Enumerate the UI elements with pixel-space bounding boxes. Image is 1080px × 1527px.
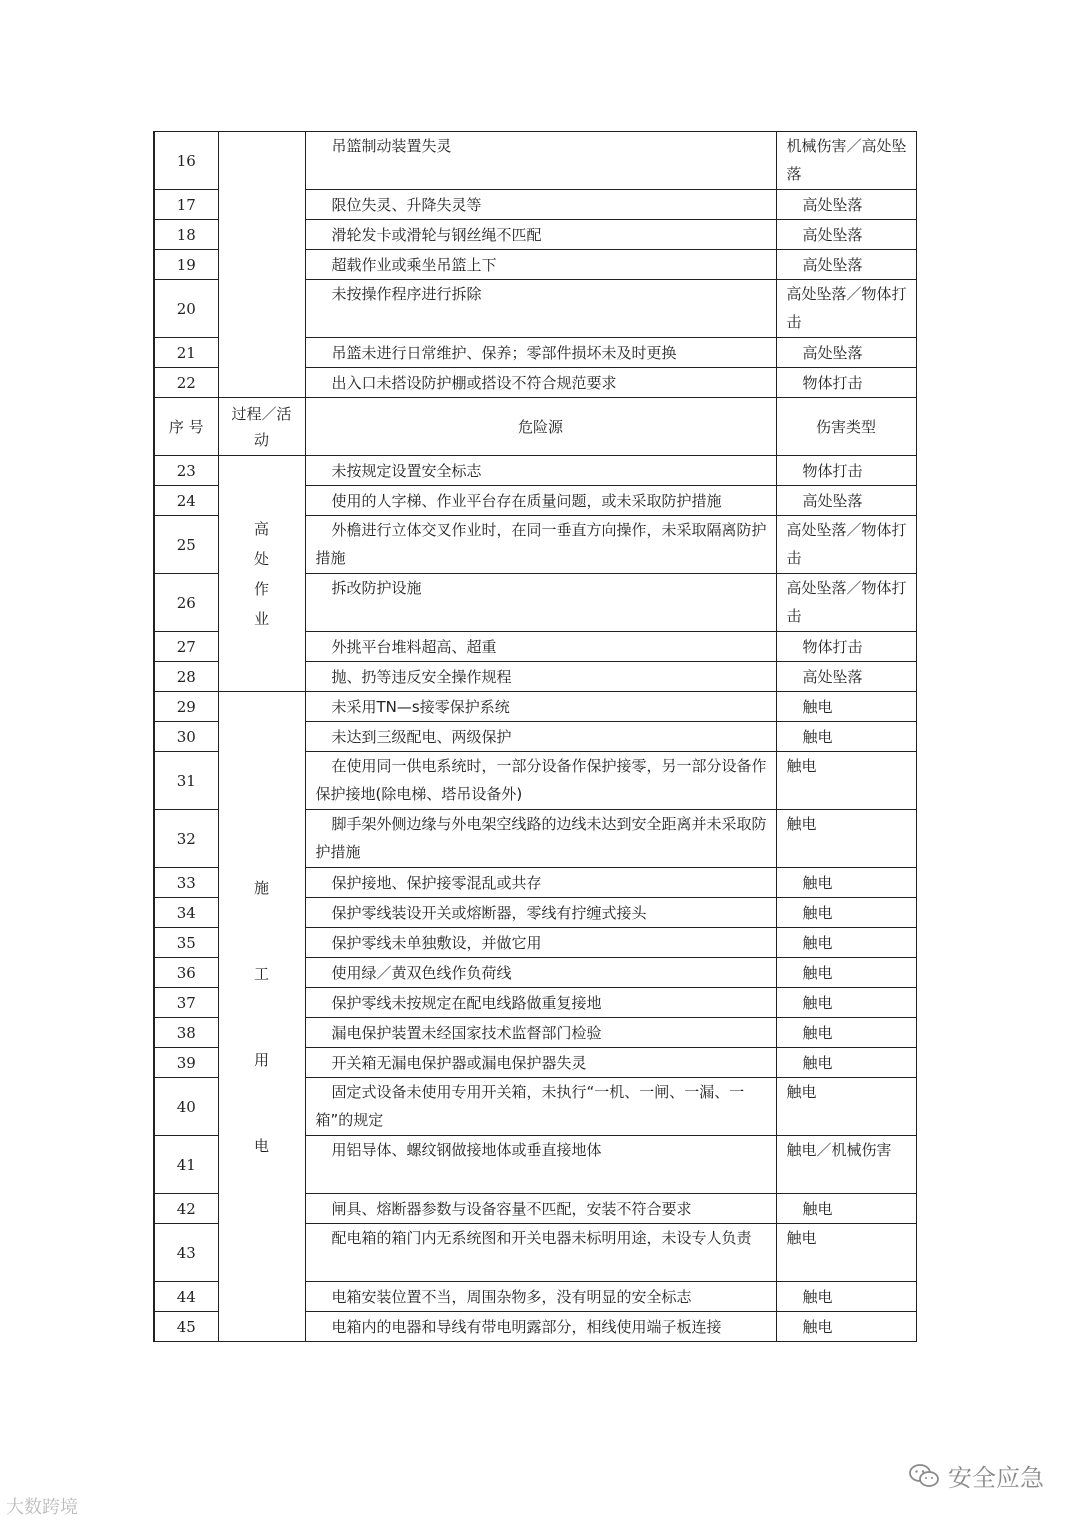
- process-group-construction-power: [218, 692, 305, 1342]
- process-group-label: 高处作业: [253, 519, 269, 628]
- table-header-row: [154, 398, 916, 456]
- harm-type-cell: 触电: [776, 1224, 916, 1282]
- row-number: 45: [154, 1312, 218, 1342]
- hazard-cell: 使用的人字梯、作业平台存在质量问题，或未采取防护措施: [305, 486, 776, 516]
- table-row: [154, 692, 916, 722]
- header-harm-type: 伤害类型: [776, 398, 916, 456]
- hazard-cell: 抛、扔等违反安全操作规程: [305, 662, 776, 692]
- watermark-right: [908, 1458, 1044, 1493]
- hazard-cell: 外挑平台堆料超高、超重: [305, 632, 776, 662]
- harm-type-cell: 触电: [776, 958, 916, 988]
- process-group-high-work: [218, 456, 305, 692]
- hazard-cell: 保护接地、保护接零混乱或共存: [305, 868, 776, 898]
- harm-type-cell: 触电: [776, 1282, 916, 1312]
- row-number: 33: [154, 868, 218, 898]
- hazard-cell: 未按规定设置安全标志: [305, 456, 776, 486]
- hazard-cell: 配电箱的箱门内无系统图和开关电器未标明用途，未设专人负责: [305, 1224, 776, 1282]
- hazard-cell: 出入口未搭设防护棚或搭设不符合规范要求: [305, 368, 776, 398]
- harm-type-cell: 触电／机械伤害: [776, 1136, 916, 1194]
- harm-type-cell: 触电: [776, 722, 916, 752]
- hazard-cell: 电箱安装位置不当，周围杂物多，没有明显的安全标志: [305, 1282, 776, 1312]
- row-number: 30: [154, 722, 218, 752]
- hazard-cell: 未达到三级配电、两级保护: [305, 722, 776, 752]
- row-number: 32: [154, 810, 218, 868]
- row-number: 42: [154, 1194, 218, 1224]
- table-row: [154, 132, 916, 190]
- watermark-left-text: 大数跨境: [6, 1497, 78, 1518]
- hazard-cell: 未按操作程序进行拆除: [305, 280, 776, 338]
- hazard-cell: 漏电保护装置未经国家技术监督部门检验: [305, 1018, 776, 1048]
- harm-type-cell: 触电: [776, 1048, 916, 1078]
- harm-type-cell: 触电: [776, 928, 916, 958]
- hazard-table: [153, 131, 917, 1342]
- row-number: 39: [154, 1048, 218, 1078]
- row-number: 38: [154, 1018, 218, 1048]
- header-no: 序 号: [154, 398, 218, 456]
- harm-type-cell: 触电: [776, 692, 916, 722]
- hazard-cell: 保护零线装设开关或熔断器，零线有拧缠式接头: [305, 898, 776, 928]
- harm-type-cell: 触电: [776, 752, 916, 810]
- row-number: 40: [154, 1078, 218, 1136]
- row-number: 43: [154, 1224, 218, 1282]
- row-number: 22: [154, 368, 218, 398]
- row-number: 41: [154, 1136, 218, 1194]
- hazard-cell: 电箱内的电器和导线有带电明露部分，相线使用端子板连接: [305, 1312, 776, 1342]
- row-number: 34: [154, 898, 218, 928]
- harm-type-cell: 高处坠落: [776, 486, 916, 516]
- hazard-cell: 在使用同一供电系统时，一部分设备作保护接零，另一部分设备作保护接地(除电梯、塔吊设备外): [305, 752, 776, 810]
- harm-type-cell: 高处坠落／物体打击: [776, 574, 916, 632]
- harm-type-cell: 高处坠落／物体打击: [776, 280, 916, 338]
- row-number: 17: [154, 190, 218, 220]
- wechat-logo-icon: [908, 1463, 940, 1489]
- harm-type-cell: 机械伤害／高处坠落: [776, 132, 916, 190]
- harm-type-cell: 触电: [776, 868, 916, 898]
- hazard-cell: 用铝导体、螺纹钢做接地体或垂直接地体: [305, 1136, 776, 1194]
- hazard-cell: 脚手架外侧边缘与外电架空线路的边线未达到安全距离并未采取防护措施: [305, 810, 776, 868]
- row-number: 25: [154, 516, 218, 574]
- hazard-cell: 闸具、熔断器参数与设备容量不匹配，安装不符合要求: [305, 1194, 776, 1224]
- hazard-cell: 保护零线未单独敷设，并做它用: [305, 928, 776, 958]
- row-number: 18: [154, 220, 218, 250]
- row-number: 29: [154, 692, 218, 722]
- harm-type-cell: 高处坠落: [776, 250, 916, 280]
- hazard-cell: 外檐进行立体交叉作业时，在同一垂直方向操作，未采取隔离防护措施: [305, 516, 776, 574]
- harm-type-cell: 高处坠落: [776, 338, 916, 368]
- harm-type-cell: 高处坠落: [776, 662, 916, 692]
- row-number: 26: [154, 574, 218, 632]
- table-row: [154, 456, 916, 486]
- harm-type-cell: 物体打击: [776, 368, 916, 398]
- row-number: 44: [154, 1282, 218, 1312]
- hazard-cell: 限位失灵、升降失灵等: [305, 190, 776, 220]
- process-group-label: 施工用电: [253, 878, 269, 1155]
- row-number: 35: [154, 928, 218, 958]
- row-number: 20: [154, 280, 218, 338]
- row-number: 23: [154, 456, 218, 486]
- row-number: 27: [154, 632, 218, 662]
- process-cell: [218, 132, 305, 398]
- row-number: 24: [154, 486, 218, 516]
- hazard-cell: 吊篮制动装置失灵: [305, 132, 776, 190]
- harm-type-cell: 物体打击: [776, 632, 916, 662]
- row-number: 16: [154, 132, 218, 190]
- hazard-cell: 滑轮发卡或滑轮与钢丝绳不匹配: [305, 220, 776, 250]
- harm-type-cell: 触电: [776, 1194, 916, 1224]
- harm-type-cell: 高处坠落: [776, 220, 916, 250]
- hazard-cell: 开关箱无漏电保护器或漏电保护器失灵: [305, 1048, 776, 1078]
- row-number: 36: [154, 958, 218, 988]
- row-number: 19: [154, 250, 218, 280]
- hazard-cell: 未采用TN—s接零保护系统: [305, 692, 776, 722]
- harm-type-cell: 触电: [776, 1018, 916, 1048]
- row-number: 28: [154, 662, 218, 692]
- hazard-cell: 使用绿／黄双色线作负荷线: [305, 958, 776, 988]
- row-number: 31: [154, 752, 218, 810]
- harm-type-cell: 触电: [776, 1312, 916, 1342]
- harm-type-cell: 触电: [776, 988, 916, 1018]
- hazard-cell: 吊篮未进行日常维护、保养；零部件损坏未及时更换: [305, 338, 776, 368]
- harm-type-cell: 高处坠落／物体打击: [776, 516, 916, 574]
- watermark-right-text: 安全应急: [948, 1464, 1044, 1492]
- hazard-cell: 超载作业或乘坐吊篮上下: [305, 250, 776, 280]
- harm-type-cell: 触电: [776, 1078, 916, 1136]
- hazard-cell: 固定式设备未使用专用开关箱，未执行“一机、一闸、一漏、一箱”的规定: [305, 1078, 776, 1136]
- row-number: 21: [154, 338, 218, 368]
- harm-type-cell: 触电: [776, 810, 916, 868]
- hazard-cell: 拆改防护设施: [305, 574, 776, 632]
- harm-type-cell: 触电: [776, 898, 916, 928]
- header-process: 过程／活动: [218, 398, 305, 456]
- harm-type-cell: 高处坠落: [776, 190, 916, 220]
- header-hazard: 危险源: [305, 398, 776, 456]
- hazard-cell: 保护零线未按规定在配电线路做重复接地: [305, 988, 776, 1018]
- harm-type-cell: 物体打击: [776, 456, 916, 486]
- watermark-left: [6, 1493, 78, 1519]
- row-number: 37: [154, 988, 218, 1018]
